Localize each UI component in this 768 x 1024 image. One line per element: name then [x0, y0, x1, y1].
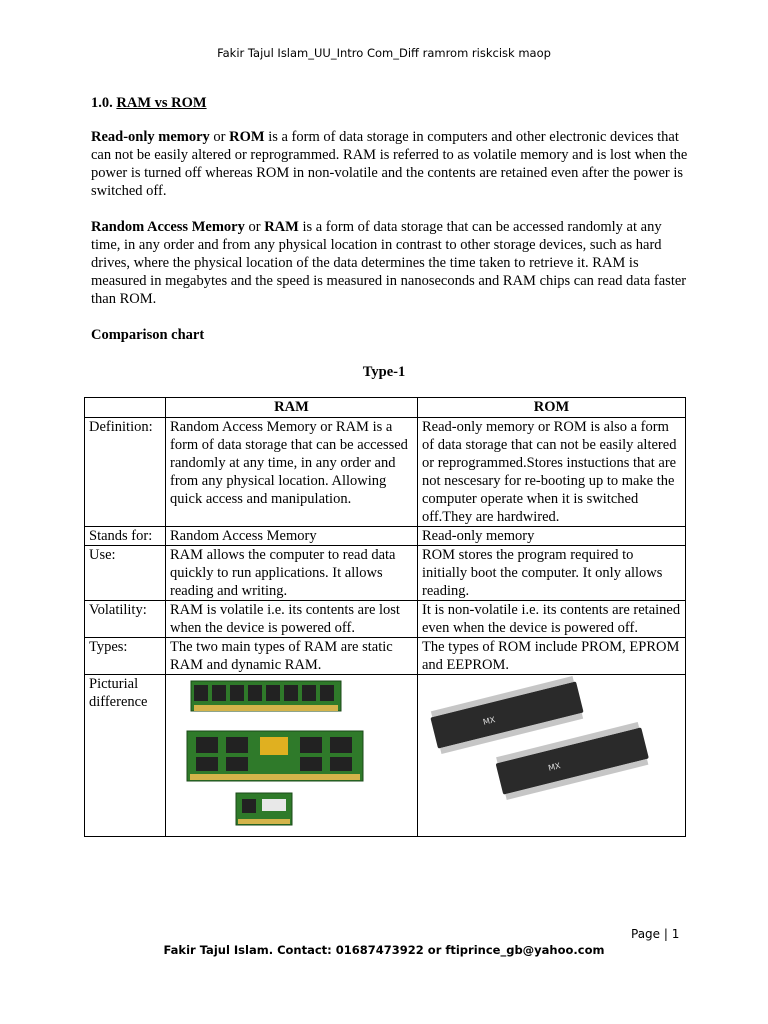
- type-heading-text: Type-1: [362, 364, 406, 380]
- row-label: Types:: [85, 638, 166, 675]
- rom-picture-cell: [418, 675, 686, 837]
- row-label: Definition:: [85, 418, 166, 527]
- page-footer: Fakir Tajul Islam. Contact: 01687473922 or ftiprince_gb@yahoo.com: [163, 943, 605, 957]
- ram-text: is a form of data storage that can be accessed randomly at any time, in any order and from any physical location in contrast to other storage devices, such as hard drives, where the physical location of the data determines the time taken to retrieve it. RAM is measured in megabytes and the speed is measured in nanoseconds and RAM chips can read data faster than ROM.: [91, 219, 687, 307]
- rom-cell: The types of ROM include PROM, EPROM and EEPROM.: [418, 638, 686, 675]
- header-cell-rom: ROM: [418, 398, 686, 418]
- section-number: 1.0.: [91, 95, 113, 111]
- header-cell-ram: RAM: [166, 398, 418, 418]
- rom-term-2: ROM: [229, 129, 265, 145]
- table-row: [85, 418, 686, 527]
- ram-paragraph: [91, 218, 691, 308]
- page-number: Page | 1: [631, 927, 680, 941]
- ram-picture-cell: [166, 675, 418, 837]
- ram-module-3: [236, 793, 292, 825]
- type-heading: [0, 363, 768, 381]
- table-row: [85, 546, 686, 601]
- table-header-row: [85, 398, 686, 418]
- ram-term-2: RAM: [264, 219, 299, 235]
- row-label: Use:: [85, 546, 166, 601]
- rom-chips-image: [422, 675, 681, 831]
- ram-cell: RAM allows the computer to read data quickly to run applications. It allows reading and writing.: [166, 546, 418, 601]
- ram-modules-image: [170, 675, 413, 831]
- section-heading: [91, 94, 691, 112]
- table-row-pictures: [85, 675, 686, 837]
- rom-term-1: Read-only memory: [91, 129, 210, 145]
- comparison-heading: [91, 326, 691, 344]
- ram-cell: Random Access Memory: [166, 527, 418, 546]
- comparison-table: [84, 397, 686, 837]
- table-row: [85, 638, 686, 675]
- rom-or: or: [213, 129, 226, 145]
- ram-cell: RAM is volatile i.e. its contents are lost when the device is powered off.: [166, 601, 418, 638]
- row-label: Picturial difference: [85, 675, 166, 837]
- ram-or: or: [248, 219, 261, 235]
- row-label: Volatility:: [85, 601, 166, 638]
- rom-cell: Read-only memory or ROM is also a form of data storage that can not be easily altered or reprogrammed.Stores instuctions that are not nescesary for re-booting up to make the computer operate when it is switched off.They are hardwired.: [418, 418, 686, 527]
- rom-chip-1-label: MX: [482, 715, 497, 727]
- ram-cell: The two main types of RAM are static RAM and dynamic RAM.: [166, 638, 418, 675]
- page-header: Fakir Tajul Islam_UU_Intro Com_Diff ramrom riskcisk maop: [217, 46, 551, 60]
- rom-cell: ROM stores the program required to initially boot the computer. It only allows reading.: [418, 546, 686, 601]
- table-row: [85, 601, 686, 638]
- ram-term-1: Random Access Memory: [91, 219, 245, 235]
- rom-chip-2-label: MX: [547, 761, 562, 773]
- ram-cell: Random Access Memory or RAM is a form of data storage that can be accessed randomly at any time, in any order and from any physical location. Allowing quick access and manipulation.: [166, 418, 418, 527]
- rom-cell: Read-only memory: [418, 527, 686, 546]
- ram-module-1: [191, 681, 341, 711]
- ram-module-2: [187, 731, 363, 781]
- header-cell-blank: [85, 398, 166, 418]
- comparison-heading-text: Comparison chart: [91, 327, 205, 343]
- row-label: Stands for:: [85, 527, 166, 546]
- rom-cell: It is non-volatile i.e. its contents are retained even when the device is powered off.: [418, 601, 686, 638]
- rom-text: is a form of data storage in computers and other electronic devices that can not be easily altered or reprogrammed. RAM is referred to as volatile memory and is lost when the power is turned off whereas ROM in non-volatile and the contents are retained even after the power is switched off.: [91, 129, 688, 199]
- table-row: [85, 527, 686, 546]
- section-title: RAM vs ROM: [116, 95, 207, 111]
- rom-paragraph: [91, 128, 691, 200]
